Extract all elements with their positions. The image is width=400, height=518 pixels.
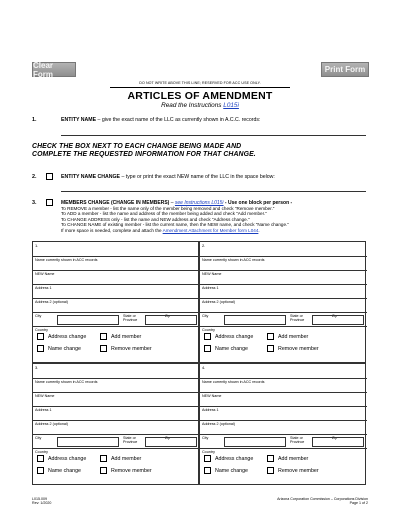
remove-member-checkbox[interactable] <box>100 345 107 352</box>
checkbox-label: Add member <box>278 333 309 340</box>
field-label: City <box>202 313 209 318</box>
field-label: Name currently shown in ACC records <box>35 257 98 262</box>
section-2-text <box>61 174 275 180</box>
city-input[interactable] <box>224 315 286 325</box>
see-instructions-link[interactable]: see Instructions L015i <box>174 200 224 206</box>
new-entity-name-field[interactable] <box>61 191 366 192</box>
zip-input[interactable] <box>312 437 364 447</box>
checkbox-label: Address change <box>48 455 87 462</box>
field-label: NEW Name <box>202 271 222 276</box>
page-number: Page 1 of 2 <box>349 501 368 506</box>
clear-form-button[interactable]: Clear Form <box>32 62 76 77</box>
checkbox-label: Add member <box>111 333 142 340</box>
checkbox-label: Add member <box>278 455 309 462</box>
field-label: State or Province <box>123 313 138 322</box>
address-change-checkbox[interactable] <box>204 333 211 340</box>
add-member-checkbox[interactable] <box>267 333 274 340</box>
zip-input[interactable] <box>145 315 197 325</box>
reserved-line <box>110 87 290 88</box>
address-change-checkbox[interactable] <box>204 455 211 462</box>
section-3-dash: – <box>169 200 175 206</box>
field-label: Address 2 (optional) <box>202 299 236 304</box>
checkbox-label: Address change <box>48 333 87 340</box>
agency-name: Arizona Corporation Commission – Corporations Division <box>277 497 368 501</box>
footer-right <box>277 497 368 506</box>
section-3-number: 3. <box>32 200 37 206</box>
page-title: ARTICLES OF AMENDMENT <box>127 90 273 102</box>
city-input[interactable] <box>224 437 286 447</box>
field-label: State or Province <box>290 313 305 322</box>
checkbox-label: Address change <box>215 455 254 462</box>
add-member-checkbox[interactable] <box>100 455 107 462</box>
address1-field[interactable] <box>200 284 367 298</box>
section-1-text <box>61 117 260 123</box>
check-heading-line-2: COMPLETE THE REQUESTED INFORMATION FOR THAT CHANGE. <box>32 151 256 159</box>
footer-left <box>32 497 51 506</box>
section-2-instruction: – type or print the exact NEW name of the LLC in the space below: <box>120 174 275 180</box>
member-instructions <box>61 206 289 233</box>
page-subtitle <box>0 102 400 109</box>
member-block-number: 2. <box>202 243 206 248</box>
field-label: NEW Name <box>35 271 55 276</box>
instruction-remove: To REMOVE a member - list the name only of the member being removed and check "Remove member." <box>61 206 275 211</box>
check-heading <box>32 143 256 159</box>
remove-member-checkbox[interactable] <box>267 467 274 474</box>
field-label: City <box>35 313 42 318</box>
field-label: NEW Name <box>202 393 222 398</box>
member-block <box>199 241 366 363</box>
field-label: Address 2 (optional) <box>35 421 69 426</box>
field-label: Country <box>202 327 215 332</box>
remove-member-checkbox[interactable] <box>267 345 274 352</box>
check-heading-line-1: CHECK THE BOX NEXT TO EACH CHANGE BEING MADE AND <box>32 143 242 150</box>
instruction-name: To CHANGE NAME of existing member - list the current name, then the NEW name, and check "Name change." <box>61 222 289 228</box>
field-label: Name currently shown in ACC records <box>35 379 98 384</box>
reserved-notice: DO NOT WRITE ABOVE THIS LINE; RESERVED FOR ACC USE ONLY. <box>139 81 261 85</box>
instruction-more-space <box>61 228 289 233</box>
field-label: Address 1 <box>35 407 52 412</box>
new-name-field[interactable] <box>33 270 200 284</box>
field-label: Zip <box>332 313 338 318</box>
member-block <box>32 363 199 485</box>
new-name-field[interactable] <box>33 392 200 406</box>
subtitle-text: Read the Instructions <box>161 102 224 109</box>
checkbox-label: Remove member <box>111 467 152 474</box>
attachment-link[interactable]: Amendment Attachment for Member form L044 <box>162 227 259 233</box>
address-change-checkbox[interactable] <box>37 333 44 340</box>
section-1-label: ENTITY NAME <box>61 117 97 123</box>
checkbox-label: Name change <box>48 467 81 474</box>
entity-name-field[interactable] <box>61 135 366 136</box>
field-label: NEW Name <box>35 393 55 398</box>
field-label: Country <box>35 327 48 332</box>
field-label: Country <box>35 449 48 454</box>
city-input[interactable] <box>57 315 119 325</box>
remove-member-checkbox[interactable] <box>100 467 107 474</box>
name-change-checkbox[interactable] <box>204 467 211 474</box>
address1-field[interactable] <box>33 406 200 420</box>
member-block-number: 4. <box>202 365 206 370</box>
instructions-link[interactable]: L015i <box>223 102 239 109</box>
field-label: Address 2 (optional) <box>35 299 69 304</box>
instruction-add: To ADD a member - list the name and address of the member being added and check "Add member." <box>61 211 267 217</box>
members-change-checkbox[interactable] <box>46 199 53 206</box>
field-label: Address 1 <box>202 285 219 290</box>
field-label: Zip <box>165 435 171 440</box>
print-form-button[interactable]: Print Form <box>321 62 369 77</box>
member-block-number: 1. <box>35 243 39 248</box>
address1-field[interactable] <box>200 406 367 420</box>
field-label: Name currently shown in ACC records <box>202 379 265 384</box>
more-space-text: If more space is needed, complete and attach the <box>61 227 163 233</box>
member-grid <box>32 241 366 486</box>
field-label: Zip <box>332 435 338 440</box>
section-2-label: ENTITY NAME CHANGE <box>61 174 120 180</box>
new-name-field[interactable] <box>200 392 367 406</box>
field-label: Address 2 (optional) <box>202 421 236 426</box>
zip-input[interactable] <box>312 315 364 325</box>
name-change-checkbox[interactable] <box>204 345 211 352</box>
address-change-checkbox[interactable] <box>37 455 44 462</box>
member-block <box>32 241 199 363</box>
field-label: Address 1 <box>202 407 219 412</box>
entity-name-change-checkbox[interactable] <box>46 173 53 180</box>
block-note: - Use one block per person - <box>223 200 293 206</box>
field-label: City <box>202 435 209 440</box>
form-code: L015.009 <box>32 497 47 501</box>
checkbox-label: Address change <box>215 333 254 340</box>
address1-field[interactable] <box>33 284 200 298</box>
section-2-number: 2. <box>32 174 37 180</box>
add-member-checkbox[interactable] <box>100 333 107 340</box>
instruction-address: To CHANGE ADDRESS only - list the name and NEW address and check "Address change." <box>61 216 250 222</box>
checkbox-label: Add member <box>111 455 142 462</box>
checkbox-label: Remove member <box>111 345 152 352</box>
field-label: Country <box>202 449 215 454</box>
checkbox-label: Name change <box>215 345 248 352</box>
checkbox-label: Remove member <box>278 467 319 474</box>
more-space-end: . <box>258 227 260 233</box>
field-label: Name currently shown in ACC records <box>202 257 265 262</box>
field-label: City <box>35 435 42 440</box>
checkbox-label: Name change <box>215 467 248 474</box>
new-name-field[interactable] <box>200 270 367 284</box>
section-1-number: 1. <box>32 117 37 123</box>
checkbox-label: Name change <box>48 345 81 352</box>
member-block-number: 3. <box>35 365 39 370</box>
zip-input[interactable] <box>145 437 197 447</box>
field-label: Address 1 <box>35 285 52 290</box>
section-3-label: MEMBERS CHANGE (CHANGE IN MEMBERS) <box>61 200 170 206</box>
field-label: State or Province <box>290 435 305 444</box>
field-label: Zip <box>165 313 171 318</box>
checkbox-label: Remove member <box>278 345 319 352</box>
name-change-checkbox[interactable] <box>37 345 44 352</box>
name-change-checkbox[interactable] <box>37 467 44 474</box>
add-member-checkbox[interactable] <box>267 455 274 462</box>
field-label: State or Province <box>123 435 138 444</box>
city-input[interactable] <box>57 437 119 447</box>
member-block <box>199 363 366 485</box>
section-1-instruction: – give the exact name of the LLC as currently shown in A.C.C. records: <box>96 117 261 123</box>
form-revision: Rev: 1/2020 <box>32 501 52 506</box>
